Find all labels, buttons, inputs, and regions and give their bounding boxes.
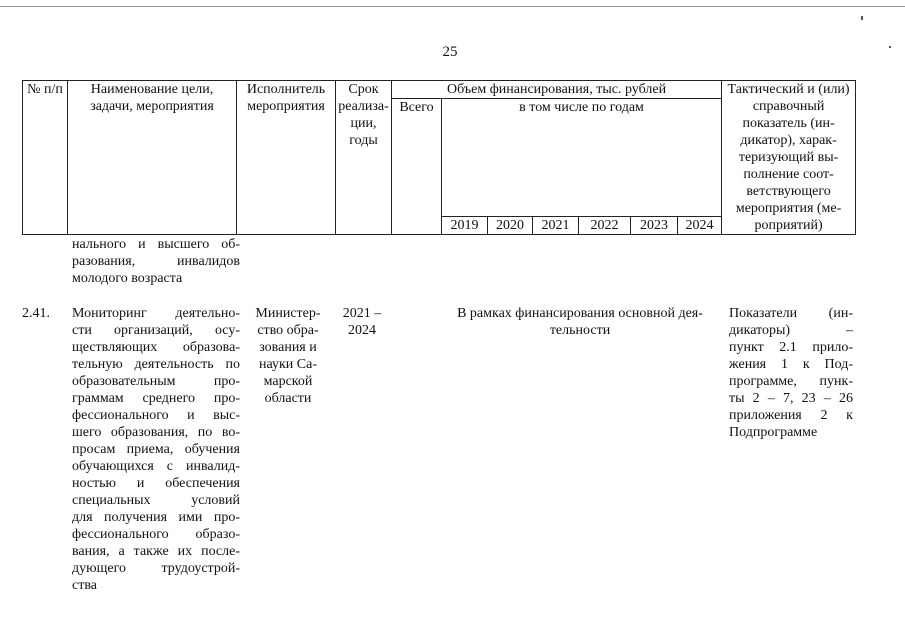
indicator-line: приложения 2 к [729,408,853,423]
executor-line: ство обра- [257,323,319,338]
page-number: 25 [442,44,458,60]
row-funding [440,305,720,339]
continuation-line: нального и высшего об- [72,237,240,252]
header-name: Наименование цели, задачи, мероприятия [68,81,237,235]
row-executor [246,305,330,407]
header-year-2019: 2019 [442,217,488,235]
header-by-years: в том числе по годам [442,99,722,217]
description-line: фессионального образо- [72,527,240,542]
term-line: 2021 – [342,306,382,321]
funding-line: тельности [549,323,611,338]
header-year-2020: 2020 [488,217,533,235]
description-line: ществляющих образова- [72,340,240,355]
indicator-line: жения 1 к Под- [729,357,853,372]
continuation-text [72,236,240,287]
executor-line: зования и [259,340,317,355]
description-line: для получения ими про- [72,510,240,525]
funding-line: В рамках финансирования основной дея- [457,306,703,321]
description-line: фессионального и выс- [72,408,240,423]
executor-line: области [264,391,312,406]
description-line: просам приема, обучения [72,442,240,457]
indicator-line: Подпрограмме [729,425,818,440]
continuation-line: разования, инвалидов [72,254,240,269]
scan-speck [861,16,863,20]
header-year-2023: 2023 [631,217,678,235]
description-line: ностью и обеспечения [72,476,240,491]
indicator-line: программе, пунк- [729,374,853,389]
indicator-line: пункт 2.1 прило- [729,340,853,355]
header-executor: Исполнитель мероприятия [237,81,336,235]
description-line: вания, а также их после- [72,544,240,559]
row-term [334,305,390,339]
row-indicator [729,305,853,441]
table-header [22,80,856,235]
indicator-line: ты 2 – 7, 23 – 26 [729,391,853,406]
executor-line: науки Са- [258,357,317,372]
row-description [72,305,240,594]
description-line: образовательным про- [72,374,240,389]
header-funding: Объем финансирования, тыс. рублей [392,81,722,99]
description-line: обучающихся с инвалид- [72,459,240,474]
scan-speck [889,46,891,48]
header-year-2021: 2021 [533,217,579,235]
description-line: граммам среднего про- [72,391,240,406]
header-term: Срок реализа-ции, годы [336,81,392,235]
header-indicator: Тактический и (или) справочный показатель (ин-дикатор), харак-теризующий вы-полнение соот-ветствующего мероприятия (ме-роприятий) [722,81,856,235]
continuation-line: молодого возраста [72,271,183,286]
indicator-line: Показатели (ин- [729,306,853,321]
header-year-2022: 2022 [579,217,631,235]
row-number: 2.41. [22,306,50,321]
header-num: № п/п [23,81,68,235]
description-line: дующего трудоустрой- [72,561,240,576]
executor-line: марской [263,374,313,389]
scan-edge-line [0,6,905,7]
description-line: Мониторинг деятельно- [72,306,240,321]
description-line: шего образования, по во- [72,425,240,440]
description-line: тельную деятельность по [72,357,240,372]
header-year-2024: 2024 [678,217,722,235]
term-line: 2024 [348,323,376,338]
header-total: Всего [392,99,442,235]
description-line: сти организаций, осу- [72,323,240,338]
description-line: ства [72,578,97,593]
description-line: специальных условий [72,493,240,508]
indicator-line: дикаторы) – [729,323,853,338]
executor-line: Министер- [255,306,321,321]
